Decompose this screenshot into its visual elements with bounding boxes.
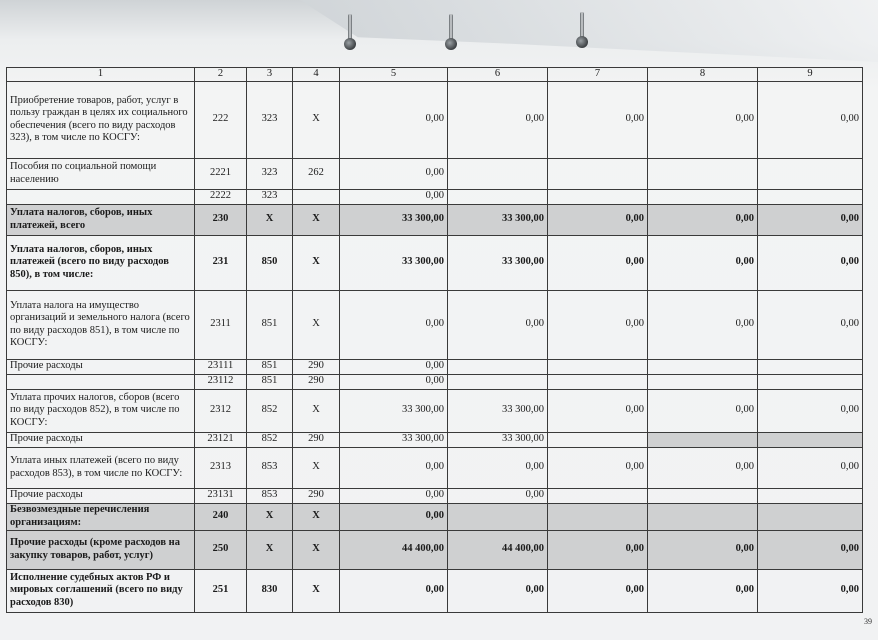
cell-name: Пособия по социальной помощи населению <box>7 158 195 189</box>
cell-c5: 0,00 <box>340 488 448 503</box>
cell-c6: 0,00 <box>448 447 548 488</box>
cell-kvr: 830 <box>247 569 293 612</box>
column-number: 8 <box>648 68 758 82</box>
cell-code: 2311 <box>195 290 247 359</box>
cell-name: Прочие расходы <box>7 359 195 374</box>
cell-c9 <box>758 503 863 530</box>
cell-code: 231 <box>195 235 247 290</box>
cell-c8: 0,00 <box>648 447 758 488</box>
cell-kosgu: 262 <box>293 158 340 189</box>
cell-c7: 0,00 <box>548 447 648 488</box>
cell-code: 23121 <box>195 432 247 447</box>
cell-c5: 0,00 <box>340 359 448 374</box>
cell-kosgu: 290 <box>293 488 340 503</box>
table-row <box>7 488 863 503</box>
cell-c8: 0,00 <box>648 290 758 359</box>
table-row <box>7 204 863 235</box>
cell-name: Прочие расходы (кроме расходов на закупку товаров, работ, услуг) <box>7 530 195 569</box>
cell-c9: 0,00 <box>758 81 863 158</box>
column-number: 3 <box>247 68 293 82</box>
cell-c8: 0,00 <box>648 389 758 432</box>
column-number: 6 <box>448 68 548 82</box>
cell-kvr: 323 <box>247 81 293 158</box>
cell-kosgu: Х <box>293 290 340 359</box>
cell-name: Прочие расходы <box>7 488 195 503</box>
cell-c5: 0,00 <box>340 374 448 389</box>
cell-code: 2312 <box>195 389 247 432</box>
cell-c6: 33 300,00 <box>448 389 548 432</box>
cell-kvr: 852 <box>247 432 293 447</box>
cell-c6 <box>448 503 548 530</box>
cell-kosgu <box>293 189 340 204</box>
cell-name: Исполнение судебных актов РФ и мировых соглашений (всего по виду расходов 830) <box>7 569 195 612</box>
cell-name <box>7 189 195 204</box>
cell-c5: 0,00 <box>340 158 448 189</box>
cell-kosgu: 290 <box>293 432 340 447</box>
cell-name: Уплата иных платежей (всего по виду расходов 853), в том числе по КОСГУ: <box>7 447 195 488</box>
column-number: 7 <box>548 68 648 82</box>
table-row <box>7 235 863 290</box>
cell-name: Приобретение товаров, работ, услуг в пользу граждан в целях их социального обеспечения (всего по виду расходов 323), в том числе по КОСГУ: <box>7 81 195 158</box>
page-number: 39 <box>864 617 872 626</box>
cell-c9: 0,00 <box>758 204 863 235</box>
column-number: 5 <box>340 68 448 82</box>
cell-kvr: 851 <box>247 359 293 374</box>
table-row <box>7 359 863 374</box>
cell-kosgu: Х <box>293 204 340 235</box>
cell-kvr: Х <box>247 530 293 569</box>
table-row <box>7 374 863 389</box>
table-row <box>7 503 863 530</box>
cell-c5: 33 300,00 <box>340 432 448 447</box>
cell-c5: 0,00 <box>340 447 448 488</box>
cell-c8 <box>648 374 758 389</box>
cell-code: 23131 <box>195 488 247 503</box>
cell-kvr: 851 <box>247 374 293 389</box>
cell-c7 <box>548 374 648 389</box>
cell-name: Уплата налогов, сборов, иных платежей, всего <box>7 204 195 235</box>
binder-ring-icon <box>444 14 458 50</box>
cell-kosgu: Х <box>293 235 340 290</box>
cell-c9: 0,00 <box>758 389 863 432</box>
cell-c6: 44 400,00 <box>448 530 548 569</box>
cell-c8: 0,00 <box>648 235 758 290</box>
cell-code: 2313 <box>195 447 247 488</box>
cell-c6: 0,00 <box>448 290 548 359</box>
cell-c9: 0,00 <box>758 290 863 359</box>
cell-kosgu: 290 <box>293 374 340 389</box>
cell-code: 240 <box>195 503 247 530</box>
cell-c5: 44 400,00 <box>340 530 448 569</box>
cell-name: Безвозмездные перечисления организациям: <box>7 503 195 530</box>
cell-c5: 33 300,00 <box>340 389 448 432</box>
cell-c9: 0,00 <box>758 569 863 612</box>
cell-c7 <box>548 158 648 189</box>
cell-c5: 0,00 <box>340 189 448 204</box>
cell-c7 <box>548 189 648 204</box>
cell-c8 <box>648 359 758 374</box>
cell-code: 222 <box>195 81 247 158</box>
cell-c8: 0,00 <box>648 81 758 158</box>
cell-code: 23112 <box>195 374 247 389</box>
cell-c9 <box>758 359 863 374</box>
cell-kvr: 323 <box>247 189 293 204</box>
cell-c9: 0,00 <box>758 235 863 290</box>
cell-kvr: 323 <box>247 158 293 189</box>
cell-kvr: 850 <box>247 235 293 290</box>
cell-c8 <box>648 503 758 530</box>
cell-c6: 33 300,00 <box>448 204 548 235</box>
cell-c9: 0,00 <box>758 447 863 488</box>
table-row <box>7 389 863 432</box>
cell-name: Уплата прочих налогов, сборов (всего по виду расходов 852), в том числе по КОСГУ: <box>7 389 195 432</box>
cell-c7: 0,00 <box>548 530 648 569</box>
cell-c5: 0,00 <box>340 569 448 612</box>
column-number: 2 <box>195 68 247 82</box>
cell-c8 <box>648 158 758 189</box>
cell-c5: 33 300,00 <box>340 235 448 290</box>
cell-kvr: Х <box>247 503 293 530</box>
cell-name: Уплата налога на имущество организаций и земельного налога (всего по виду расходов 851), в том числе по КОСГУ: <box>7 290 195 359</box>
table-row <box>7 290 863 359</box>
table-row <box>7 569 863 612</box>
table-row <box>7 189 863 204</box>
cell-code: 2221 <box>195 158 247 189</box>
cell-c8 <box>648 189 758 204</box>
cell-kvr: 852 <box>247 389 293 432</box>
cell-kvr: 851 <box>247 290 293 359</box>
table-row <box>7 530 863 569</box>
cell-c7: 0,00 <box>548 290 648 359</box>
cell-c6 <box>448 158 548 189</box>
cell-kvr: 853 <box>247 447 293 488</box>
column-number-row <box>7 68 863 82</box>
cell-c8: 0,00 <box>648 569 758 612</box>
cell-c6 <box>448 359 548 374</box>
cell-c5: 0,00 <box>340 503 448 530</box>
column-number: 9 <box>758 68 863 82</box>
cell-c6 <box>448 189 548 204</box>
binder-ring-icon <box>343 14 357 50</box>
cell-c6: 0,00 <box>448 569 548 612</box>
cell-kosgu: Х <box>293 447 340 488</box>
cell-c9 <box>758 432 863 447</box>
cell-c7: 0,00 <box>548 569 648 612</box>
table-row <box>7 81 863 158</box>
cell-kosgu: Х <box>293 389 340 432</box>
cell-c7 <box>548 359 648 374</box>
cell-kosgu: Х <box>293 569 340 612</box>
cell-code: 251 <box>195 569 247 612</box>
cell-c8: 0,00 <box>648 204 758 235</box>
cell-c6: 0,00 <box>448 488 548 503</box>
table-row <box>7 432 863 447</box>
cell-c6: 0,00 <box>448 81 548 158</box>
column-number: 4 <box>293 68 340 82</box>
cell-c9 <box>758 374 863 389</box>
cell-name: Прочие расходы <box>7 432 195 447</box>
expenses-table <box>6 67 863 613</box>
cell-kvr: 853 <box>247 488 293 503</box>
cell-code: 23111 <box>195 359 247 374</box>
cell-code: 230 <box>195 204 247 235</box>
cell-c5: 0,00 <box>340 290 448 359</box>
cell-c7 <box>548 432 648 447</box>
cell-c9 <box>758 158 863 189</box>
table-row <box>7 447 863 488</box>
cell-c7: 0,00 <box>548 81 648 158</box>
cell-code: 250 <box>195 530 247 569</box>
cell-c9: 0,00 <box>758 530 863 569</box>
cell-code: 2222 <box>195 189 247 204</box>
cell-c7 <box>548 503 648 530</box>
cell-c5: 0,00 <box>340 81 448 158</box>
cell-c8: 0,00 <box>648 530 758 569</box>
cell-c7: 0,00 <box>548 235 648 290</box>
cell-c5: 33 300,00 <box>340 204 448 235</box>
column-number: 1 <box>7 68 195 82</box>
cell-c6: 33 300,00 <box>448 235 548 290</box>
cell-c7: 0,00 <box>548 389 648 432</box>
table-row <box>7 158 863 189</box>
cell-c8 <box>648 488 758 503</box>
cell-c7: 0,00 <box>548 204 648 235</box>
cell-c6 <box>448 374 548 389</box>
cell-kosgu: Х <box>293 503 340 530</box>
cell-c7 <box>548 488 648 503</box>
cell-name: Уплата налогов, сборов, иных платежей (всего по виду расходов 850), в том числе: <box>7 235 195 290</box>
binder-ring-icon <box>575 12 589 48</box>
cell-kvr: Х <box>247 204 293 235</box>
cell-kosgu: 290 <box>293 359 340 374</box>
cell-c8 <box>648 432 758 447</box>
cell-kosgu: Х <box>293 530 340 569</box>
cell-c6: 33 300,00 <box>448 432 548 447</box>
cell-c9 <box>758 189 863 204</box>
cell-kosgu: Х <box>293 81 340 158</box>
cell-name <box>7 374 195 389</box>
cell-c9 <box>758 488 863 503</box>
